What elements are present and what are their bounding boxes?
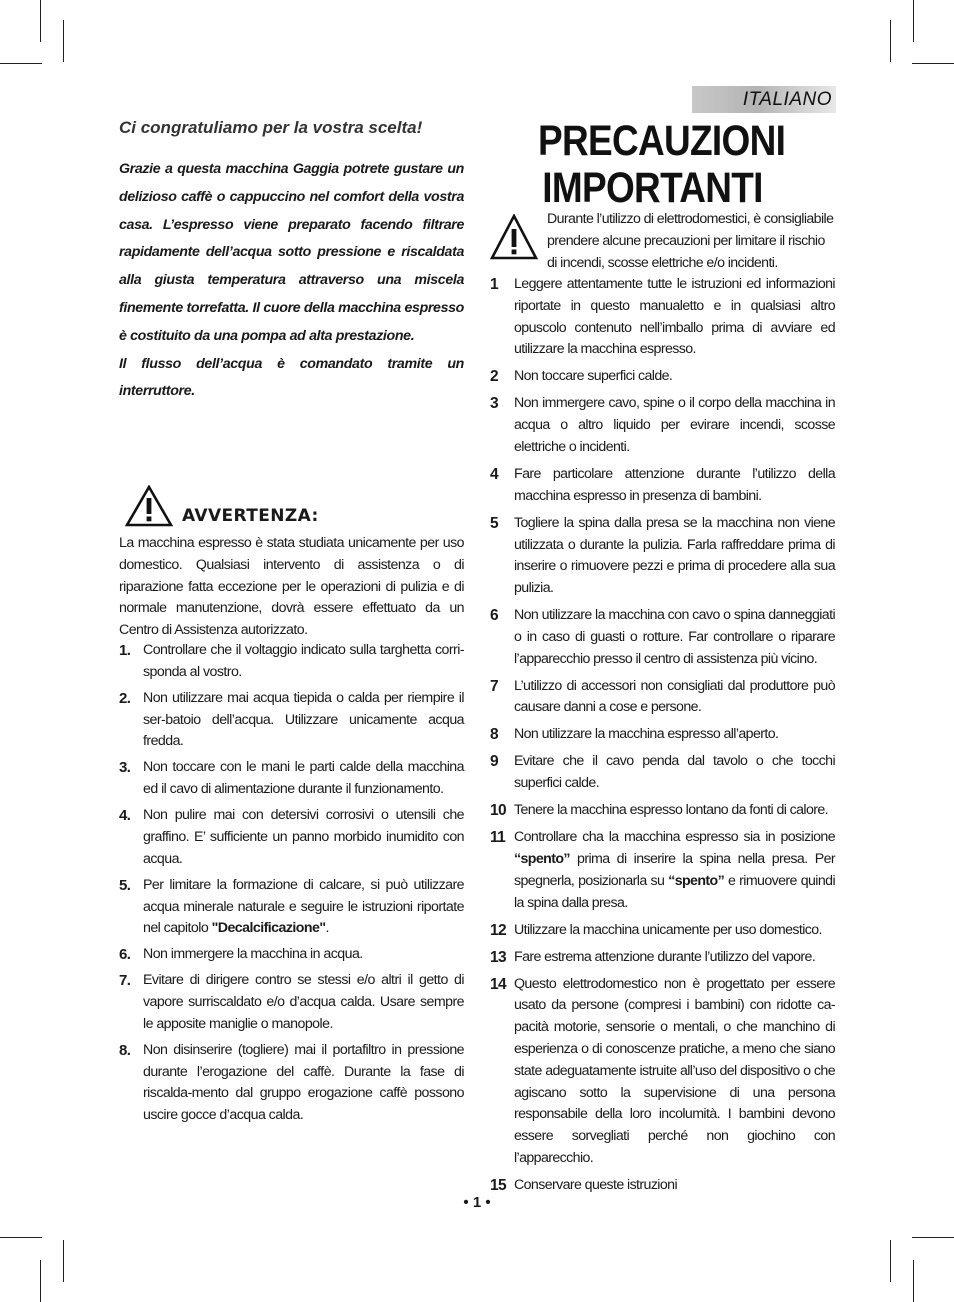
item-number: 7. <box>119 972 131 990</box>
list-item <box>119 757 464 801</box>
item-text: Conservare queste istruzioni <box>514 1176 677 1193</box>
item-number: 6. <box>119 946 131 964</box>
list-item <box>490 393 835 458</box>
caution-text: Durante l’utilizzo di elettrodomestici, è consigliabile prendere alcune precauzioni per limitare il rischio di incendi, scosse elettriche e/o incidenti. <box>547 211 834 271</box>
page-number: • 1 • <box>463 1194 491 1211</box>
intro-paragraph: Grazie a questa macchina Gaggia potrete gustare un delizioso caffè o cappuccino nel comfort della vostra casa. L’espresso viene preparato facendo filtrare rapidamente dell’acqua sotto pressione e riscaldata alla giusta temperatura attraverso una miscela finemente torrefatta. Il cuore della macchina espresso è costituito da una pompa ad alta prestazione. <box>119 161 464 344</box>
item-number: 8 <box>490 726 499 744</box>
crop-mark <box>913 1260 914 1302</box>
item-number: 4 <box>490 465 499 483</box>
item-text: Controllare che il voltaggio indicato sulla targhetta corri-sponda al vostro. <box>143 642 464 680</box>
item-text-part: Controllare cha la macchina espresso sia in posizione <box>514 829 835 846</box>
item-text: Evitare che il cavo penda dal tavolo o che tocchi superfici calde. <box>514 753 835 792</box>
item-text: Fare estrema attenzione durante l’utilizzo del vapore. <box>514 948 816 965</box>
list-item <box>490 605 835 670</box>
list-item <box>490 274 835 361</box>
item-number: 11 <box>490 829 506 847</box>
item-text: Leggere attentamente tutte le istruzioni ed informazioni riportate in questo manualetto e in qualsiasi altro opuscolo contenuto nell’imballo prima di avviare ed utilizzare la macchina espresso. <box>514 276 835 358</box>
list-item <box>119 688 464 753</box>
list-item <box>490 974 835 1170</box>
switch-position-label: “spento” <box>668 872 725 889</box>
language-label: ITALIANO <box>742 88 832 110</box>
item-text: Non toccare con le mani le parti calde della macchina ed il cavo di alimentazione durante il funzionamento. <box>143 759 464 798</box>
intro-title: Ci congratuliamo per la vostra scelta! <box>119 118 423 137</box>
intro-body <box>119 156 464 406</box>
item-text-part: e rimuovere quindi la spina dalla presa. <box>514 872 835 911</box>
list-item <box>119 1040 464 1127</box>
warning-list <box>119 640 464 1131</box>
list-item <box>490 751 835 795</box>
crop-mark <box>912 63 954 64</box>
item-number: 12 <box>490 921 507 939</box>
warning-triangle-icon <box>125 485 173 527</box>
list-item <box>490 464 835 508</box>
item-number: 13 <box>490 948 507 966</box>
title-line: IMPORTANTI <box>542 164 763 212</box>
item-number: 5. <box>119 876 131 894</box>
item-text: Non immergere cavo, spine o il corpo della macchina in acqua o altro liquido per evirare incendi, scosse elettriche o incidenti. <box>514 395 835 455</box>
item-number: 2. <box>119 689 131 707</box>
warning-triangle-icon <box>490 214 538 260</box>
item-text <box>143 875 464 940</box>
item-text: Fare particolare attenzione durante l’utilizzo della macchina espresso in presenza di bambini. <box>514 465 835 504</box>
precautions-list <box>490 274 835 1202</box>
list-item <box>490 513 835 600</box>
list-item <box>119 944 464 966</box>
crop-mark <box>63 20 64 62</box>
item-text: Utilizzare la macchina unicamente per uso domestico. <box>514 921 822 938</box>
language-tab <box>692 86 836 113</box>
list-item <box>490 920 835 942</box>
item-number: 7 <box>490 677 499 695</box>
list-item <box>119 875 464 940</box>
item-number: 1 <box>490 276 499 293</box>
item-text: Non toccare superfici calde. <box>514 368 673 385</box>
title-line: PRECAUZIONI <box>538 117 786 165</box>
page-title <box>538 117 786 212</box>
item-text: Togliere la spina dalla presa se la macchina non viene utilizzata o durante la pulizia. Farla raffreddare prima di inserire o rimuovere pezzi e prima di procedere alla sua pulizia. <box>514 514 835 597</box>
item-text: Non utilizzare la macchina espresso all’aperto. <box>514 726 779 743</box>
intro-paragraph: Il flusso dell’acqua è comandato tramite un interruttore. <box>119 355 464 400</box>
item-text: Questo elettrodomestico non è progettato per essere usato da persone (compresi i bambini) con ridotte ca-pacità motorie, sensorie o mentali, o che manchino di esperienza o di conoscenze pratiche, a meno che siano state adeguatamente istruite all’uso del dispositivo o che agiscano sotto la supervisione di una persona responsabile della loro incolumità. I bambini devono essere sorvegliati perché non giochino con l’apparecchio. <box>514 975 835 1166</box>
crop-mark <box>40 0 41 42</box>
item-text: Non immergere la macchina in acqua. <box>143 946 363 963</box>
warning-text: La macchina espresso è stata studiata unicamente per uso domestico. Qualsiasi intervento di assistenza o di riparazione fatta eccezione per le operazioni di pulizia e di normale manutenzione, dovrà essere effettuato da un Centro di Assistenza autorizzato. <box>119 535 464 639</box>
list-item <box>490 947 835 969</box>
item-text-part: . <box>325 920 329 937</box>
item-text: Tenere la macchina espresso lontano da fonti di calore. <box>514 802 829 819</box>
item-number: 3. <box>119 759 131 777</box>
list-item <box>119 640 464 684</box>
item-number: 5 <box>490 514 499 532</box>
item-text: Non pulire mai con detersivi corrosivi o utensili che graffino. E’ sufficiente un panno morbido inumidito con acqua. <box>143 807 464 867</box>
list-item <box>490 724 835 746</box>
item-text: Non disinserire (togliere) mai il portafiltro in pressione durante l’erogazione del caffè. Durante la fase di riscalda-mento dal gruppo erogazione caffè possono uscire gocce d’acqua calda. <box>143 1041 464 1124</box>
list-item <box>119 805 464 870</box>
chapter-reference: "Decalcificazione" <box>211 920 326 937</box>
item-number: 15 <box>490 1176 507 1194</box>
switch-position-label: “spento” <box>514 851 570 867</box>
item-number: 4. <box>119 807 131 825</box>
crop-mark <box>0 63 42 64</box>
crop-mark <box>913 0 914 42</box>
list-item <box>490 800 835 822</box>
item-number: 1. <box>119 642 131 659</box>
crop-mark <box>912 1237 954 1238</box>
crop-mark <box>63 1240 64 1282</box>
item-number: 2 <box>490 368 499 386</box>
warning-label: AVVERTENZA: <box>182 506 319 526</box>
crop-mark <box>890 20 891 62</box>
caution-intro <box>490 209 835 274</box>
crop-mark <box>0 1237 42 1238</box>
item-number: 9 <box>490 753 499 771</box>
list-item <box>119 970 464 1035</box>
list-item <box>490 676 835 720</box>
item-number: 14 <box>490 975 507 993</box>
item-text <box>514 827 835 914</box>
item-text: Evitare di dirigere contro se stessi e/o altri il getto di vapore surriscaldato e/o d’acqua calda. Usare sempre le apposite maniglie o manopole. <box>143 972 464 1032</box>
item-text: Non utilizzare mai acqua tiepida o calda per riempire il ser-batoio dell’acqua. Utilizzare unicamente acqua fredda. <box>143 689 464 750</box>
item-number: 6 <box>490 607 499 625</box>
crop-mark <box>40 1260 41 1302</box>
item-text: Non utilizzare la macchina con cavo o spina danneggiati o in caso di guasti o rotture. Far controllare o riparare l’apparecchio presso il centro di assistenza più vicino. <box>514 607 835 667</box>
item-text-part: prima di inserire la spina nella presa. Per spegnerla, posizionarla su <box>514 851 835 889</box>
list-item <box>490 366 835 388</box>
item-number: 8. <box>119 1041 131 1059</box>
item-text-part: Per limitare la formazione di calcare, si può utilizzare acqua minerale naturale e seguire le istruzioni riportate nel capitolo <box>143 876 464 937</box>
item-number: 10 <box>490 802 507 820</box>
warning-heading <box>125 485 319 527</box>
list-item <box>490 827 835 914</box>
item-number: 3 <box>490 395 499 413</box>
item-text: L’utilizzo di accessori non consigliati dal produttore può causare danni a cose e persone. <box>514 677 835 716</box>
crop-mark <box>890 1240 891 1282</box>
